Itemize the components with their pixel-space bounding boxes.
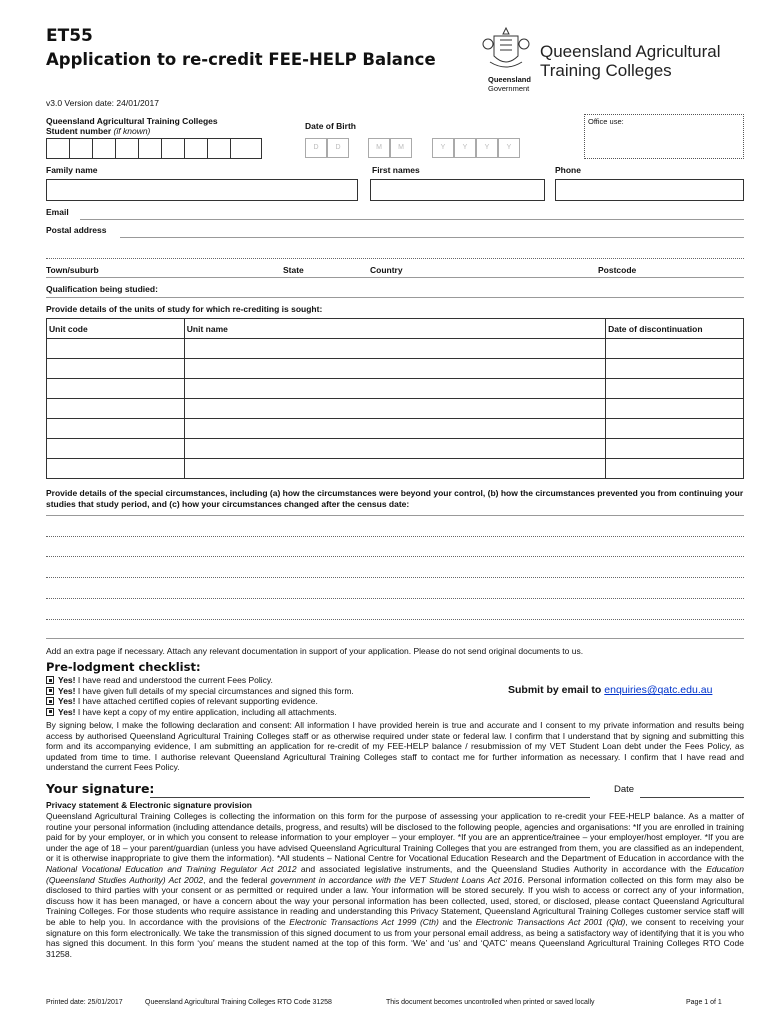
postal-address-input[interactable] xyxy=(120,237,744,238)
col-date-discontinuation: Date of discontinuation xyxy=(606,319,744,339)
postal-address-label: Postal address xyxy=(46,225,107,235)
table-row xyxy=(47,379,744,399)
phone-input[interactable] xyxy=(555,179,744,201)
org-name-line-1: Queensland Agricultural xyxy=(540,42,721,61)
office-use-label: Office use: xyxy=(588,117,624,126)
footer-page: Page 1 of 1 xyxy=(686,999,722,1006)
checkbox-icon[interactable] xyxy=(46,676,54,684)
family-name-input[interactable] xyxy=(46,179,358,201)
postcode-label: Postcode xyxy=(598,265,637,275)
checklist-item: Yes! I have given full details of my special circumstances and signed this form. xyxy=(46,686,354,697)
student-number-label: Student number (if known) xyxy=(46,126,151,136)
circumstances-line[interactable] xyxy=(46,536,744,537)
table-row xyxy=(47,419,744,439)
units-instruction: Provide details of the units of study for which re-crediting is sought: xyxy=(46,304,323,314)
date-label: Date xyxy=(614,784,635,795)
checklist-item: Yes! I have attached certified copies of relevant supporting evidence. xyxy=(46,696,354,707)
state-label: State xyxy=(283,265,304,275)
email-label: Email xyxy=(46,207,69,217)
checkbox-icon[interactable] xyxy=(46,687,54,695)
units-table xyxy=(46,318,744,479)
gov-line-2: Government xyxy=(488,84,530,93)
office-use-box xyxy=(584,114,744,159)
college-label: Queensland Agricultural Training Colleges xyxy=(46,116,218,126)
qualification-input[interactable] xyxy=(46,297,744,298)
checklist-title: Pre-lodgment checklist: xyxy=(46,660,201,674)
signature-label: Your signature: xyxy=(46,781,155,796)
submit-by-email: Submit by email to enquiries@qatc.edu.au xyxy=(508,684,713,696)
checkbox-icon[interactable] xyxy=(46,708,54,716)
checklist-item: Yes! I have kept a copy of my entire application, including all attachments. xyxy=(46,707,354,718)
table-row xyxy=(47,359,744,379)
circumstances-line[interactable] xyxy=(46,556,744,557)
first-names-label: First names xyxy=(372,165,420,175)
footer-rto: Queensland Agricultural Training Colleges RTO Code 31258 xyxy=(145,999,332,1006)
form-code: ET55 xyxy=(46,26,93,46)
queensland-crest-icon xyxy=(480,26,532,78)
circumstances-line[interactable] xyxy=(46,619,744,620)
table-row xyxy=(47,339,744,359)
col-unit-code: Unit code xyxy=(47,319,185,339)
date-input[interactable] xyxy=(640,797,744,798)
checkbox-icon[interactable] xyxy=(46,697,54,705)
checklist-item: Yes! I have read and understood the current Fees Policy. xyxy=(46,675,354,686)
declaration-text: By signing below, I make the following declaration and consent: All information I have provided herein is true and accurate and I consent to my private information and results being access by authorised Queensland Agricultural Training Colleges staff or as otherwise required under state or federal law. I confirm that I understand that by signing and submitting this form and its accompanying evidence, I am submitting an application for re-credit of my FEE-HELP balance / resubmission of my VET Student Loan debt under the Fees Policy, as updated from time to time. I authorise relevant Queensland Agricultural Training Colleges staff to contact me for further information as necessary. I confirm that I have read and understand the current Fees Policy. xyxy=(46,720,744,773)
table-row xyxy=(47,439,744,459)
privacy-title: Privacy statement & Electronic signature provision xyxy=(46,800,252,810)
col-unit-name: Unit name xyxy=(184,319,605,339)
phone-label: Phone xyxy=(555,165,581,175)
gov-line-1: Queensland xyxy=(488,75,531,84)
circumstances-line[interactable] xyxy=(46,515,744,516)
first-names-input[interactable] xyxy=(370,179,545,201)
privacy-text: Queensland Agricultural Training Colleges is collecting the information on this form for the purpose of assessing your application to re-credit your FEE-HELP balance. As a matter of routine your personal information (including attendance details, progress, and results) will be disclosed to the following people, agencies and organisations: *If you are enrolled in training paid for by your employer, or in which you consent to release information to your employer – your employer. *If you are an apprentice/trainee – your employer/host employer. *If you are under the age of 18 – your parent/guardian (unless you have advised Queensland Agricultural Training Colleges that you are estranged from them, you are classified as an independent, or it is otherwise inappropriate to give them the information). *All students – National Centre for Vocational Education Research and the Department of Education in accordance with the National Vocational Education and Training Regulator Act 2012 and associated legislative instruments, and the Queensland Studies Authority in accordance with the Education (Queensland Studies Authority) Act 2002, and the federal government in accordance with the VET Student Loans Act 2016. Personal information collected on this form may also be disclosed to third parties with your consent or as permitted or required under a law. Your information will be stored securely. If you wish to access or correct any of your information, discuss how it has been managed, or have a concern about the way your personal information has been collected, used, stored, or disclosed, please contact Queensland Agricultural Training Colleges. For those students who require assistance in reading and understanding this Privacy Statement, Queensland Agricultural Training Colleges customer service staff will be able to help you. In accordance with the provisions of the Electronic Transactions Act 1999 (Cth) and the Electronic Transactions Act 2001 (Qld), we consent to receiving your signature on this form electronically. We take the transmission of this signed document to us from your personal email address, as being a satisfactory way of identifying that it is you who has signed this document. In this form ‘you’ means the student named at the top of this form. ‘We’ and ‘us’ and ‘QATC’ means Queensland Agricultural Training Colleges RTO Code 31258. xyxy=(46,811,745,959)
form-title: Application to re-credit FEE-HELP Balance xyxy=(46,50,436,69)
town-label: Town/suburb xyxy=(46,265,99,275)
org-name-line-2: Training Colleges xyxy=(540,61,672,80)
extra-page-note: Add an extra page if necessary. Attach any relevant documentation in support of your application. Please do not send original documents to us. xyxy=(46,646,584,656)
printed-date: Printed date: 25/01/2017 xyxy=(46,999,123,1006)
circumstances-line[interactable] xyxy=(46,598,744,599)
version-text: v3.0 Version date: 24/01/2017 xyxy=(46,98,159,108)
table-row xyxy=(47,399,744,419)
family-name-label: Family name xyxy=(46,165,98,175)
qualification-label: Qualification being studied: xyxy=(46,284,158,294)
circumstances-line[interactable] xyxy=(46,577,744,578)
circumstances-line[interactable] xyxy=(46,638,744,639)
country-label: Country xyxy=(370,265,403,275)
signature-input[interactable] xyxy=(150,797,590,798)
email-link[interactable]: enquiries@qatc.edu.au xyxy=(604,684,713,696)
table-row xyxy=(47,459,744,479)
town-row-line[interactable] xyxy=(46,277,744,278)
postal-address-line-2[interactable] xyxy=(46,258,744,259)
circumstances-instruction: Provide details of the special circumstances, including (a) how the circumstances were beyond your control, (b) how the circumstances prevented you from continuing your studies that study period, and (c) how your circumstances changed after the census date: xyxy=(46,488,744,509)
footer-uncontrolled: This document becomes uncontrolled when printed or saved locally xyxy=(386,999,595,1006)
dob-label: Date of Birth xyxy=(305,121,356,131)
checklist xyxy=(46,675,354,717)
email-input[interactable] xyxy=(80,219,744,220)
